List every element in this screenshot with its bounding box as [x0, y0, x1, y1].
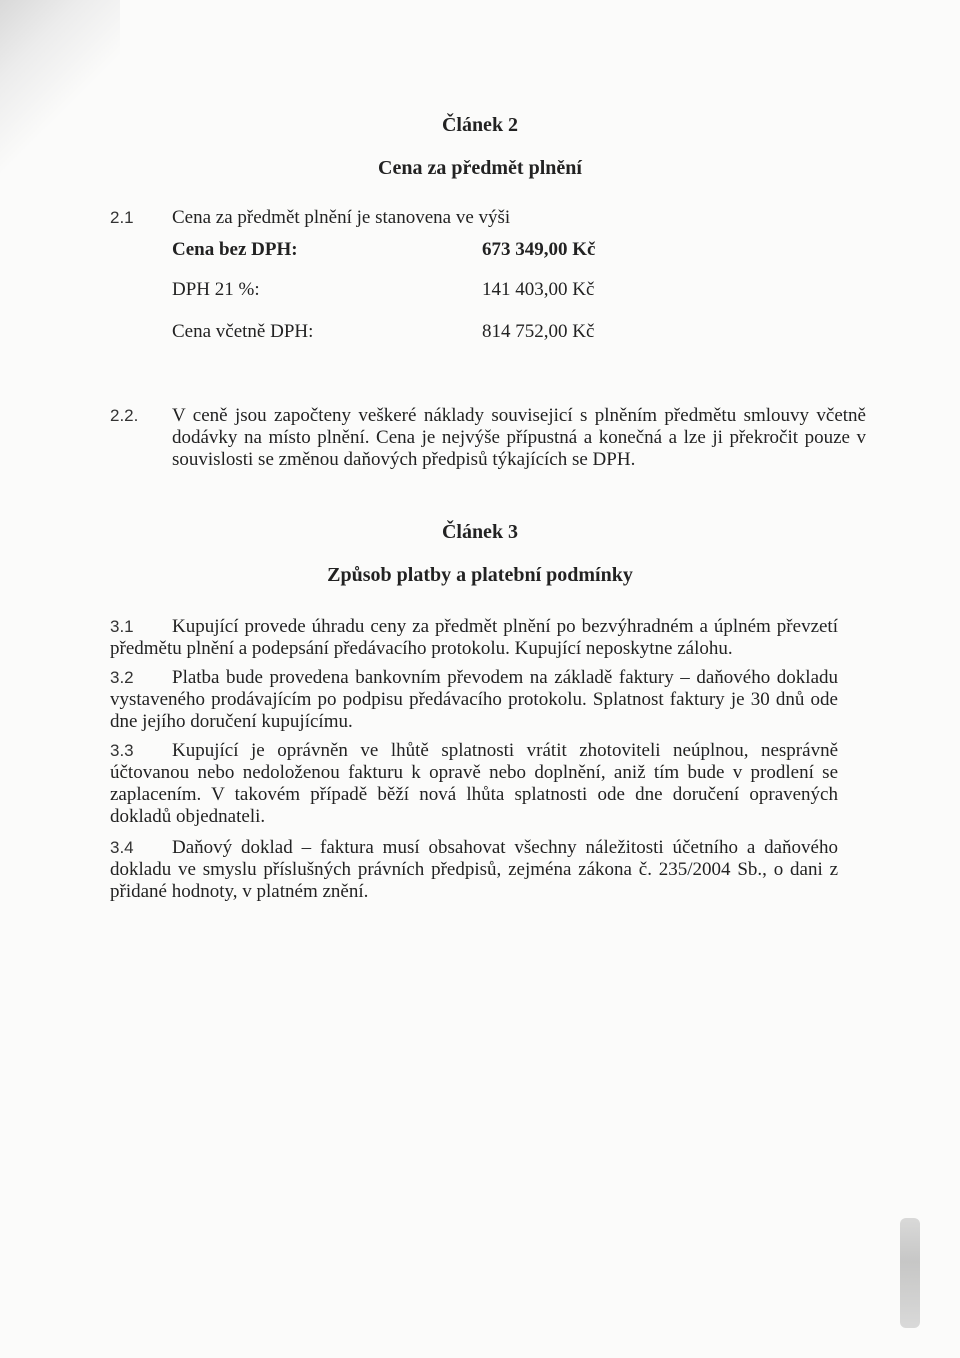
clause-2-2-text: V ceně jsou započteny veškeré náklady souvisejicí s plněním předmětu smlouvy včetně dodávky na místo plnění. Cena je nejvýše přípustná a konečná a lze ji překročit pouze v souvislosti se změnou daňových předpisů týkajících se DPH.: [172, 405, 866, 470]
price-without-vat-value: 673 349,00 Kč: [482, 239, 596, 260]
price-with-vat-label: Cena včetně DPH:: [172, 321, 314, 342]
clause-2-2-number: 2.2.: [110, 406, 139, 425]
clause-3-3-text: Kupující je oprávněn ve lhůtě splatnosti vrátit zhotoviteli neúplnou, nesprávně účtovanou nebo nedoloženou fakturu k opravě nebo doplnění, aniž tím bude v prodlení se zaplacením. V takovém případě běží nová lhůta splatnosti ode dne doručení opravených dokladů objednateli.: [110, 740, 838, 827]
clause-2-1-text: Cena za předmět plnění je stanovena ve výši: [172, 207, 511, 228]
vat-label: DPH 21 %:: [172, 279, 260, 300]
scan-mark: [900, 1218, 920, 1328]
clause-3-4-text: Daňový doklad – faktura musí obsahovat všechny náležitosti účetního a daňového dokladu ve smyslu příslušných právních předpisů, zejména zákona č. 235/2004 Sb., o dani z přidané hodnoty, v platném znění.: [110, 837, 838, 902]
clause-3-3-number: 3.3: [110, 741, 134, 760]
article-3-subheading: Způsob platby a platební podmínky: [327, 564, 633, 586]
clause-3-1-number: 3.1: [110, 617, 134, 636]
clause-3-4-number: 3.4: [110, 838, 134, 857]
article-2-heading: Článek 2: [441, 114, 519, 136]
vat-value: 141 403,00 Kč: [482, 279, 595, 300]
clause-3-2-text: Platba bude provedena bankovním převodem na základě faktury – daňového dokladu vystaveného prodávajícím po podpisu předávacího protokolu. Splatnost faktury je 30 dnů ode dne jejího doručení kupujícímu.: [110, 667, 838, 732]
clause-3-2-number: 3.2: [110, 668, 134, 687]
article-3-heading: Článek 3: [441, 521, 519, 543]
price-with-vat-value: 814 752,00 Kč: [482, 321, 595, 342]
article-2-subheading: Cena za předmět plnění: [378, 157, 582, 179]
clause-3-1-text: Kupující provede úhradu ceny za předmět plnění po bezvýhradném a úplném převzetí předmětu plnění a podepsání předávacího protokolu. Kupující neposkytne zálohu.: [110, 616, 838, 659]
clause-2-1-number: 2.1: [110, 208, 134, 227]
price-without-vat-label: Cena bez DPH:: [172, 239, 298, 260]
